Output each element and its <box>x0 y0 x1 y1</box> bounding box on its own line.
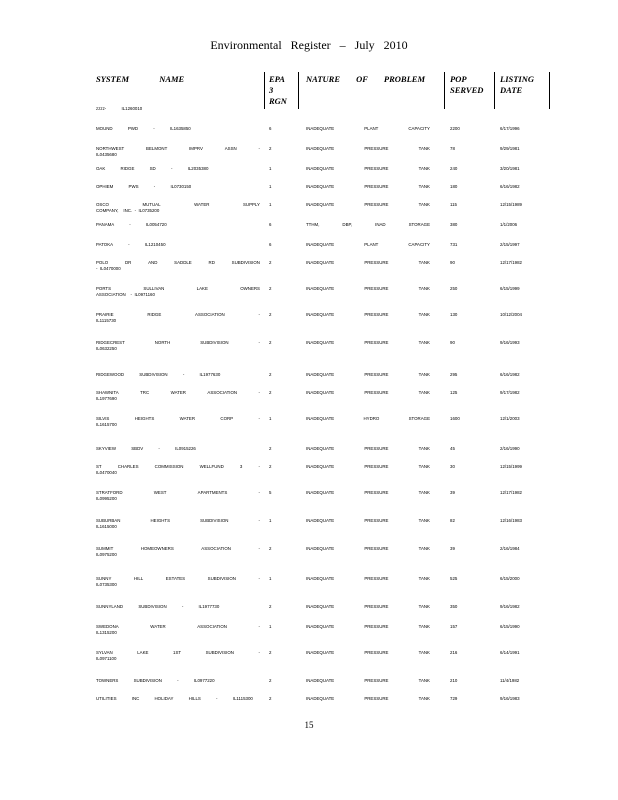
nature-cell: INADEQUATE PRESSURE TANK <box>306 696 430 701</box>
listing-date-cell: 9/16/1993 <box>500 340 520 345</box>
listing-date-cell: 9/16/1982 <box>500 604 520 609</box>
column-rule <box>549 72 550 109</box>
pop-served-cell: 39 <box>450 546 455 551</box>
region-cell: 2 <box>269 340 272 345</box>
column-rule <box>444 72 445 109</box>
listing-date-cell: 12/15/1989 <box>500 202 522 207</box>
nature-cell: INADEQUATE PRESSURE TANK <box>306 166 430 171</box>
page-number: 15 <box>304 720 314 730</box>
column-rule <box>298 72 299 109</box>
nature-cell: INADEQUATE PRESSURE TANK <box>306 518 430 523</box>
table-row <box>0 286 618 308</box>
region-cell: 1 <box>269 202 272 207</box>
nature-cell: INADEQUATE PRESSURE TANK <box>306 604 430 609</box>
pop-served-cell: 2200 <box>450 126 460 131</box>
region-cell: 2 <box>269 696 272 701</box>
system-name-cell: POLO DR AND SADDLE RD SUBDIVISION - IL0470000 <box>96 260 260 271</box>
region-cell: 1 <box>269 166 272 171</box>
table-row <box>0 260 618 282</box>
pop-served-cell: 525 <box>450 576 458 581</box>
nature-cell: INADEQUATE PRESSURE TANK <box>306 146 430 151</box>
region-cell: 2 <box>269 604 272 609</box>
nature-cell: INADEQUATE PRESSURE TANK <box>306 390 430 395</box>
region-cell: 1 <box>269 416 272 421</box>
listing-date-cell: 9/16/1983 <box>500 696 520 701</box>
system-name-cell: STRATFORD WEST APARTMENTS - IL0995200 <box>96 490 260 501</box>
header-listing-date: LISTING DATE <box>500 74 535 95</box>
table-row <box>0 312 618 334</box>
pop-served-cell: 82 <box>450 518 455 523</box>
table-row <box>0 650 618 672</box>
system-name-cell: RIDGEWOOD SUBDIVISION - IL1977630 <box>96 372 221 377</box>
header-system-name: SYSTEM NAME <box>96 74 185 84</box>
pop-served-cell: 130 <box>450 312 458 317</box>
nature-cell: INADEQUATE PRESSURE TANK <box>306 202 430 207</box>
nature-cell: TTHM, DBP, INAD STORAGE <box>306 222 430 227</box>
listing-date-cell: 9/17/1982 <box>500 390 520 395</box>
table-row <box>0 518 618 540</box>
system-name-cell: SHAWNITA TRC WATER ASSOCIATION - IL1977690 <box>96 390 260 401</box>
system-name-cell: SYLVAN LAKE 1ST SUBDIVISION - IL0971100 <box>96 650 260 661</box>
system-name-cell: PORTS SULLIVAN LAKE OWNERS ASSOCIATION - IL0971160 <box>96 286 260 297</box>
listing-date-cell: 11/4/1982 <box>500 678 520 683</box>
region-cell: 2 <box>269 678 272 683</box>
column-rule <box>264 72 265 109</box>
listing-date-cell: 9/29/1981 <box>500 146 520 151</box>
listing-date-cell: 12/15/1999 <box>500 464 522 469</box>
listing-date-cell: 2/15/1997 <box>500 242 520 247</box>
listing-date-cell: 6/14/1991 <box>500 650 520 655</box>
listing-date-cell: 6/15/1999 <box>500 286 520 291</box>
region-cell: 6 <box>269 242 272 247</box>
table-row <box>0 624 618 646</box>
header-pop-served: POP SERVED <box>450 74 484 95</box>
listing-date-cell: 1/1/2006 <box>500 222 518 227</box>
table-row <box>0 390 618 412</box>
table-row <box>0 202 618 224</box>
table-row <box>0 126 618 148</box>
region-cell: 2 <box>269 446 272 451</box>
pop-served-cell: 180 <box>450 184 458 189</box>
listing-date-cell: 2/16/1990 <box>500 446 520 451</box>
pop-served-cell: 216 <box>450 650 458 655</box>
region-cell: 2 <box>269 260 272 265</box>
pop-served-cell: 90 <box>450 340 455 345</box>
pop-served-cell: 125 <box>450 390 458 395</box>
pop-served-cell: 295 <box>450 372 458 377</box>
column-rule <box>494 72 495 109</box>
listing-date-cell: 2/16/1984 <box>500 546 520 551</box>
page-title: Environmental Register – July 2010 <box>210 38 408 52</box>
region-cell: 5 <box>269 490 272 495</box>
system-name-cell: RIDGECREST NORTH SUBDIVISION - IL0632250 <box>96 340 260 351</box>
region-cell: 2 <box>269 146 272 151</box>
system-name-cell: MOUND PWD - IL1635850 <box>96 126 191 131</box>
region-cell: 2 <box>269 390 272 395</box>
listing-date-cell: 12/16/1983 <box>500 518 522 523</box>
pop-served-cell: 731 <box>450 242 458 247</box>
nature-cell: INADEQUATE PRESSURE TANK <box>306 286 430 291</box>
pop-served-cell: 78 <box>450 146 455 151</box>
region-cell: 1 <box>269 518 272 523</box>
system-name-cell: SILVIS HEIGHTS WATER CORP - IL1615700 <box>96 416 260 427</box>
system-name-cell: SUMMIT HOMEOWNERS ASSOCIATION - IL0975200 <box>96 546 260 557</box>
system-name-cell: PANAMA - IL0054720 <box>96 222 167 227</box>
nature-cell: INADEQUATE PRESSURE TANK <box>306 650 430 655</box>
listing-date-cell: 6/16/1982 <box>500 184 520 189</box>
pop-served-cell: 45 <box>450 446 455 451</box>
table-row <box>0 546 618 568</box>
nature-cell: INADEQUATE PRESSURE TANK <box>306 340 430 345</box>
table-row <box>0 222 618 244</box>
system-name-cell: NORTHWEST BELMONT IMPRV ASSN - IL0435680 <box>96 146 260 157</box>
nature-cell: INADEQUATE PRESSURE TANK <box>306 576 430 581</box>
listing-date-cell: 6/16/1982 <box>500 372 520 377</box>
table-row <box>0 696 618 718</box>
table-row <box>0 604 618 626</box>
system-name-cell: SKYVIEW SBDV - IL0915226 <box>96 446 196 451</box>
region-cell: 2 <box>269 286 272 291</box>
nature-cell: INADEQUATE PLANT CAPACITY <box>306 126 430 131</box>
pop-served-cell: 210 <box>450 678 458 683</box>
pop-served-cell: 90 <box>450 260 455 265</box>
system-name-cell: TOWNERS SUBDIVISION - IL0977220 <box>96 678 215 683</box>
pop-served-cell: 240 <box>450 166 458 171</box>
nature-cell: INADEQUATE PRESSURE TANK <box>306 678 430 683</box>
region-cell: 1 <box>269 576 272 581</box>
table-row <box>0 464 618 486</box>
header-epa-region: EPA 3 RGN <box>269 74 287 106</box>
nature-cell: INADEQUATE PRESSURE TANK <box>306 184 430 189</box>
nature-cell: INADEQUATE HYDRO STORAGE <box>306 416 430 421</box>
listing-date-cell: 3/20/1981 <box>500 166 520 171</box>
pop-served-cell: 380 <box>450 222 458 227</box>
system-name-cell: PATOKA - IL1210450 <box>96 242 166 247</box>
system-name-cell: UTILITIES INC HOLIDAY HILLS - IL1115300 <box>96 696 253 701</box>
listing-date-cell: 6/15/1990 <box>500 624 520 629</box>
pop-served-cell: 350 <box>450 604 458 609</box>
region-cell: 2 <box>269 650 272 655</box>
pop-served-cell: 250 <box>450 286 458 291</box>
pop-served-cell: 39 <box>450 490 455 495</box>
system-name-cell: OPHIEM PWS - IL0730150 <box>96 184 192 189</box>
system-name-cell: SUBURBAN HEIGHTS SUBDIVISION - IL1615000 <box>96 518 260 529</box>
table-row <box>0 146 618 168</box>
region-cell: 2 <box>269 372 272 377</box>
listing-date-cell: 12/17/1982 <box>500 490 522 495</box>
region-cell: 6 <box>269 126 272 131</box>
table-row <box>0 416 618 438</box>
nature-cell: INADEQUATE PRESSURE TANK <box>306 372 430 377</box>
system-name-cell: zzzz- IL1260010 <box>96 106 143 111</box>
region-cell: 6 <box>269 222 272 227</box>
nature-cell: INADEQUATE PRESSURE TANK <box>306 546 430 551</box>
table-row <box>0 340 618 362</box>
nature-cell: INADEQUATE PRESSURE TANK <box>306 446 430 451</box>
nature-cell: INADEQUATE PRESSURE TANK <box>306 490 430 495</box>
header-nature-of-problem: NATURE OF PROBLEM <box>306 74 426 84</box>
nature-cell: INADEQUATE PRESSURE TANK <box>306 312 430 317</box>
pop-served-cell: 729 <box>450 696 458 701</box>
table-row <box>0 490 618 512</box>
table-row <box>0 106 618 128</box>
system-name-cell: PRAIRIE RIDGE ASSOCIATION - IL1115730 <box>96 312 260 323</box>
system-name-cell: SUNNY HILL ESTATES SUBDIVISION - IL0735300 <box>96 576 260 587</box>
region-cell: 2 <box>269 464 272 469</box>
nature-cell: INADEQUATE PRESSURE TANK <box>306 260 430 265</box>
listing-date-cell: 10/12/2004 <box>500 312 522 317</box>
nature-cell: INADEQUATE PRESSURE TANK <box>306 624 430 629</box>
region-cell: 2 <box>269 312 272 317</box>
system-name-cell: OAK RIDGE SD - IL2035380 <box>96 166 209 171</box>
region-cell: 1 <box>269 184 272 189</box>
nature-cell: INADEQUATE PLANT CAPACITY <box>306 242 430 247</box>
pop-served-cell: 1600 <box>450 416 460 421</box>
system-name-cell: ST CHARLES COMMISSION WELLFUND 3 - IL0470040 <box>96 464 260 475</box>
nature-cell: INADEQUATE PRESSURE TANK <box>306 464 430 469</box>
pop-served-cell: 115 <box>450 202 457 207</box>
table-row <box>0 576 618 598</box>
listing-date-cell: 6/17/1996 <box>500 126 520 131</box>
listing-date-cell: 12/17/1982 <box>500 260 522 265</box>
region-cell: 2 <box>269 546 272 551</box>
region-cell: 1 <box>269 624 272 629</box>
system-name-cell: SWEDONA WATER ASSOCIATION - IL1315200 <box>96 624 260 635</box>
listing-date-cell: 6/15/2000 <box>500 576 520 581</box>
pop-served-cell: 157 <box>450 624 458 629</box>
listing-date-cell: 12/1/2003 <box>500 416 520 421</box>
system-name-cell: SUNNYLAND SUBDIVISION - IL1977730 <box>96 604 220 609</box>
system-name-cell: OSCO MUTUAL WATER SUPPLY COMPANY, INC. - IL0735200 <box>96 202 260 213</box>
pop-served-cell: 30 <box>450 464 455 469</box>
